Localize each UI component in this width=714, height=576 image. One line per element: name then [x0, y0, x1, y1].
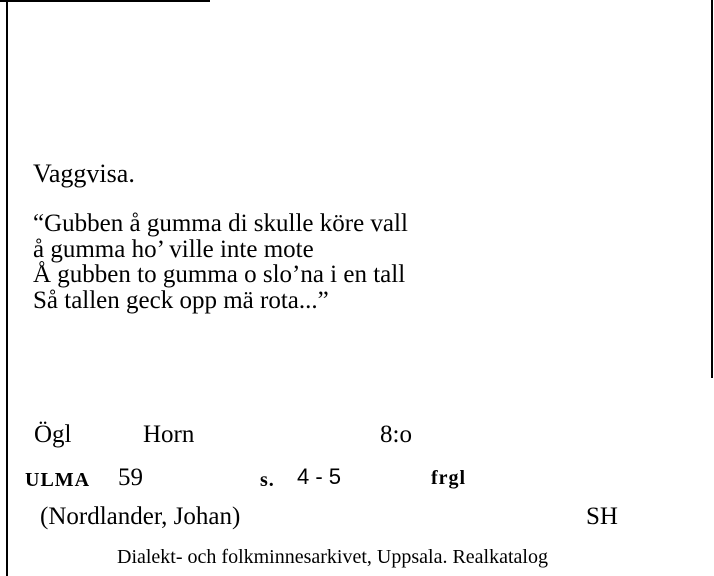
verse-line: “Gubben å gumma di skulle köre vall	[33, 210, 408, 237]
card-title: Vaggvisa.	[33, 159, 135, 188]
pages-prefix: s.	[260, 469, 275, 491]
format-label: 8:o	[380, 421, 412, 448]
recorder-initials: SH	[586, 503, 618, 530]
parish-label: Horn	[143, 421, 195, 448]
pages-range: 4 - 5	[297, 464, 342, 489]
card-top-edge	[0, 0, 210, 2]
card-right-edge	[711, 0, 713, 378]
verse-line: Så tallen geck opp mä rota...”	[33, 286, 329, 314]
verse-block	[33, 211, 408, 313]
archive-code: ULMA	[25, 469, 91, 491]
record-type: frgl	[431, 467, 467, 489]
archive-number: 59	[118, 464, 143, 491]
province-label: Ögl	[34, 421, 72, 448]
collector-name: (Nordlander, Johan)	[40, 503, 241, 530]
verse-line: Å gubben to gumma o slo’na i en tall	[33, 261, 406, 288]
verse-line: å gumma ho’ ville inte mote	[33, 235, 314, 263]
card-left-edge	[6, 0, 8, 576]
archive-footer: Dialekt- och folkminnesarkivet, Uppsala. Realkatalog	[117, 546, 548, 568]
